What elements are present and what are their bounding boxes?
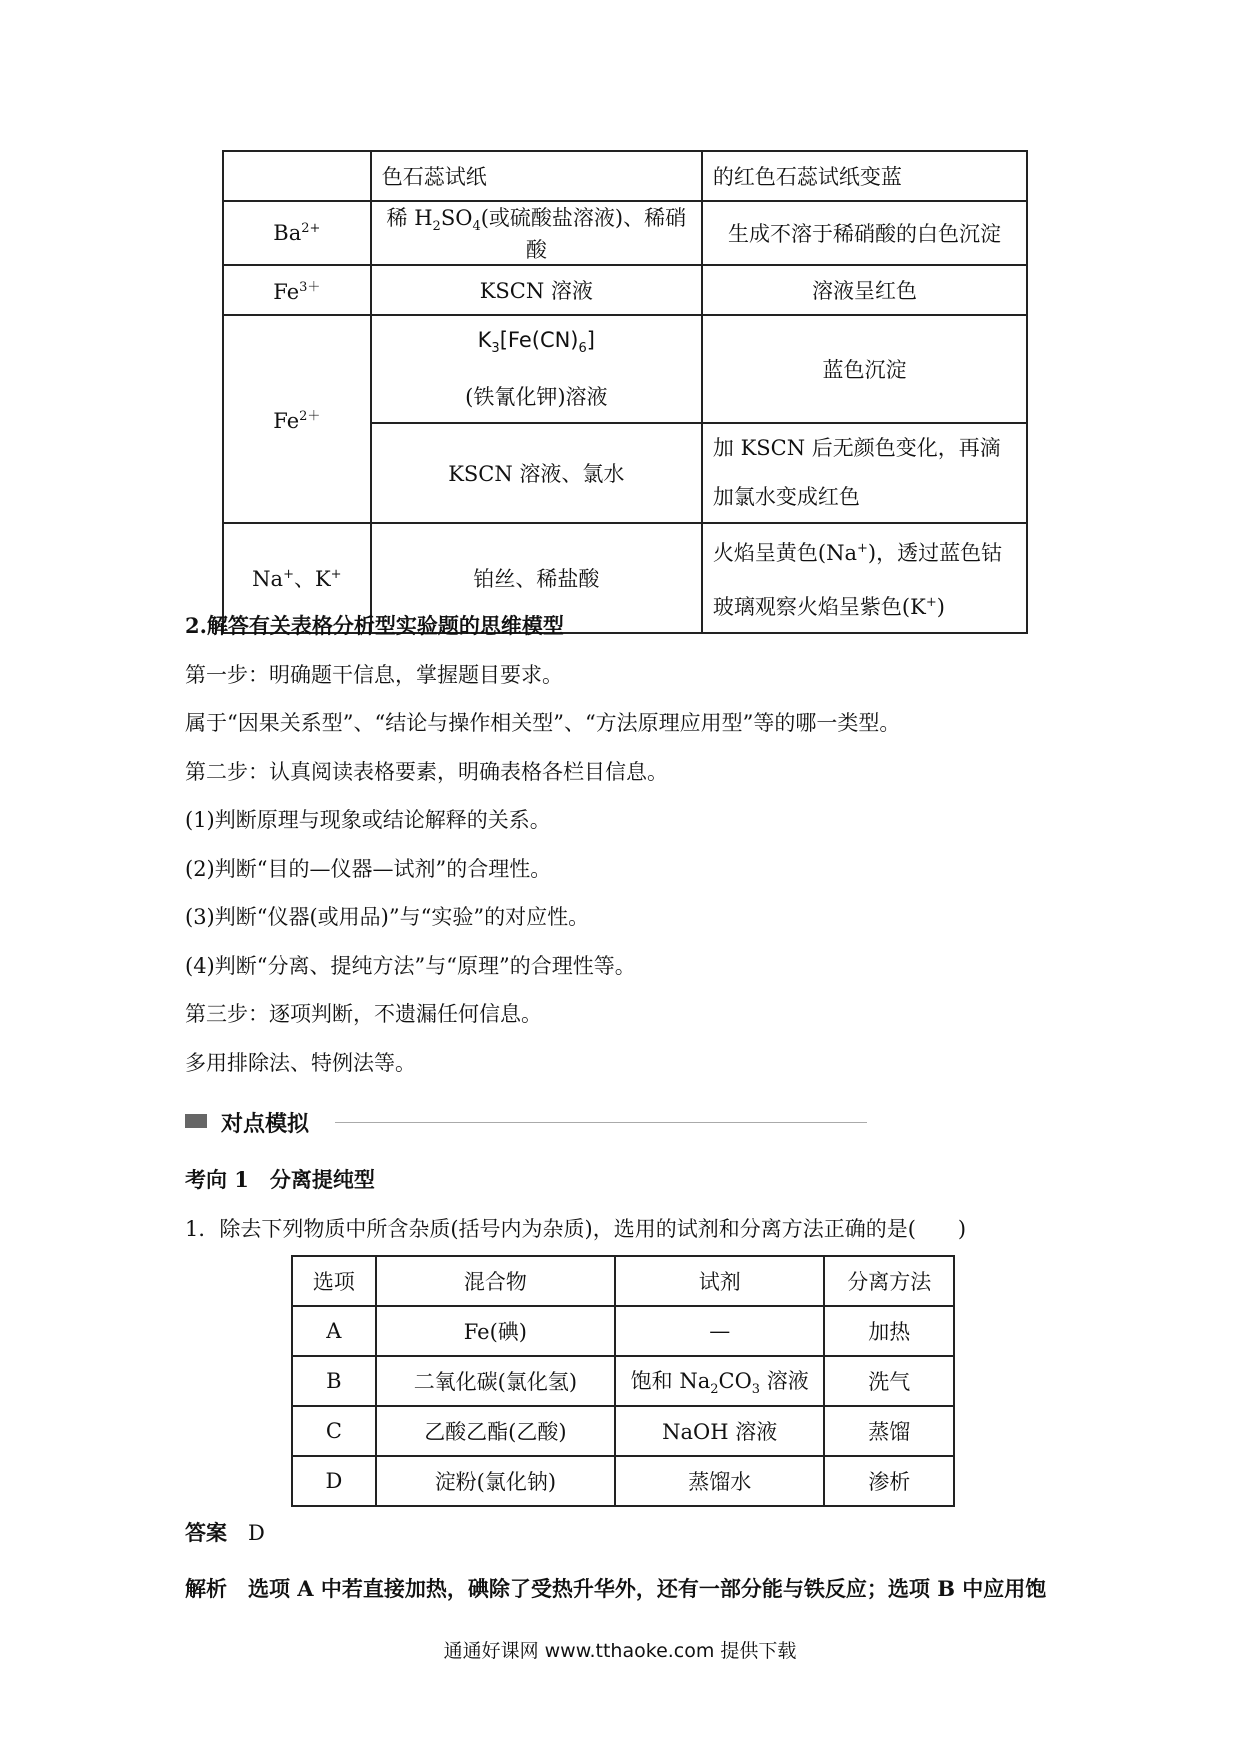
table-cell: 二氧化碳(氯化氢) bbox=[376, 1356, 615, 1406]
table-cell: 加热 bbox=[824, 1306, 954, 1356]
ion-cell: $Ba^{2+}$ bbox=[223, 201, 371, 265]
ion-cell: $Fe^{2+}$ bbox=[223, 315, 371, 523]
table-cell: 蒸馏 bbox=[824, 1406, 954, 1456]
table-row bbox=[292, 1456, 954, 1506]
analysis-label: 解析 bbox=[185, 1576, 227, 1601]
subheading: 考向 1 分离提纯型 bbox=[185, 1167, 375, 1192]
table-cell: 蒸馏水 bbox=[615, 1456, 824, 1506]
table-row bbox=[292, 1306, 954, 1356]
phenomenon-cell: 生成不溶于稀硝酸的白色沉淀 bbox=[702, 201, 1027, 265]
table-cell: NaOH 溶液 bbox=[615, 1406, 824, 1456]
analysis-line bbox=[185, 1573, 1046, 1603]
paragraph: (2)判断“目的—仪器—试剂”的合理性。 bbox=[185, 857, 552, 881]
table-cell: A bbox=[292, 1306, 376, 1356]
table-cell: D bbox=[292, 1456, 376, 1506]
reagent-cell: KSCN 溶液 bbox=[371, 265, 702, 315]
table-row bbox=[223, 315, 1027, 423]
table-cell: 色石蕊试纸 bbox=[371, 151, 702, 201]
paragraph: 属于“因果关系型”、“结论与操作相关型”、“方法原理应用型”等的哪一类型。 bbox=[185, 711, 901, 735]
table-cell: 的红色石蕊试纸变蓝 bbox=[702, 151, 1027, 201]
question-text: 1．除去下列物质中所含杂质(括号内为杂质)，选用的试剂和分离方法正确的是( ) bbox=[185, 1217, 967, 1241]
table-row bbox=[223, 201, 1027, 265]
table-cell: 乙酸乙酯(乙酸) bbox=[376, 1406, 615, 1456]
paragraph: 第三步：逐项判断，不遗漏任何信息。 bbox=[185, 1002, 542, 1026]
paragraph: (3)判断“仪器(或用品)”与“实验”的对应性。 bbox=[185, 905, 590, 929]
heading-divider bbox=[335, 1122, 867, 1123]
page-footer: 通通好课网 www.tthaoke.com 提供下载 bbox=[443, 1640, 797, 1662]
column-header: 试剂 bbox=[615, 1256, 824, 1306]
reagent-cell: 铂丝、稀盐酸 bbox=[371, 523, 702, 633]
answer-value: D bbox=[248, 1521, 265, 1545]
analysis-text: 选项 A 中若直接加热，碘除了受热升华外，还有一部分能与铁反应；选项 B 中应用饱 bbox=[248, 1576, 1047, 1601]
answer-line bbox=[185, 1517, 265, 1547]
table-cell: C bbox=[292, 1406, 376, 1456]
table-cell: — bbox=[615, 1306, 824, 1356]
paragraph: 多用排除法、特例法等。 bbox=[185, 1051, 416, 1075]
options-table bbox=[291, 1255, 955, 1507]
table-row bbox=[223, 265, 1027, 315]
column-header: 混合物 bbox=[376, 1256, 615, 1306]
reagent-cell: 稀 $H_2SO_4$(或硫酸盐溶液)、稀硝酸 bbox=[371, 201, 702, 265]
phenomenon-cell: 火焰呈黄色(Na+)，透过蓝色钴 玻璃观察火焰呈紫色(K+) bbox=[702, 523, 1027, 633]
ion-cell: $Fe^{3+}$ bbox=[223, 265, 371, 315]
phenomenon-cell: 溶液呈红色 bbox=[702, 265, 1027, 315]
ion-test-table bbox=[222, 150, 1028, 634]
table-cell bbox=[223, 151, 371, 201]
table-cell: 饱和 $Na_2CO_3$ 溶液 bbox=[615, 1356, 824, 1406]
heading-marker bbox=[185, 1114, 207, 1128]
reagent-cell: KSCN 溶液、氯水 bbox=[371, 423, 702, 523]
table-header-row bbox=[292, 1256, 954, 1306]
paragraph: (1)判断原理与现象或结论解释的关系。 bbox=[185, 808, 551, 832]
column-header: 分离方法 bbox=[824, 1256, 954, 1306]
phenomenon-cell: 蓝色沉淀 bbox=[702, 315, 1027, 423]
paragraph: 第一步：明确题干信息，掌握题目要求。 bbox=[185, 663, 563, 687]
table-cell: 渗析 bbox=[824, 1456, 954, 1506]
table-row bbox=[292, 1406, 954, 1456]
table-cell: 洗气 bbox=[824, 1356, 954, 1406]
column-header: 选项 bbox=[292, 1256, 376, 1306]
table-cell: B bbox=[292, 1356, 376, 1406]
table-cell: 淀粉(氯化钠) bbox=[376, 1456, 615, 1506]
table-cell: Fe(碘) bbox=[376, 1306, 615, 1356]
reagent-cell: $K_3[Fe(CN)_6]$ (铁氰化钾)溶液 bbox=[371, 315, 702, 423]
paragraph: 第二步：认真阅读表格要素，明确表格各栏目信息。 bbox=[185, 760, 668, 784]
heading-text: 对点模拟 bbox=[221, 1111, 310, 1137]
section-title: 2.解答有关表格分析型实验题的思维模型 bbox=[185, 613, 564, 638]
answer-label: 答案 bbox=[185, 1520, 227, 1545]
phenomenon-cell: 加 KSCN 后无颜色变化，再滴 加氯水变成红色 bbox=[702, 423, 1027, 523]
ion-cell: Na+、K+ bbox=[223, 523, 371, 633]
table-row bbox=[223, 151, 1027, 201]
paragraph: (4)判断“分离、提纯方法”与“原理”的合理性等。 bbox=[185, 954, 636, 978]
table-row bbox=[292, 1356, 954, 1406]
